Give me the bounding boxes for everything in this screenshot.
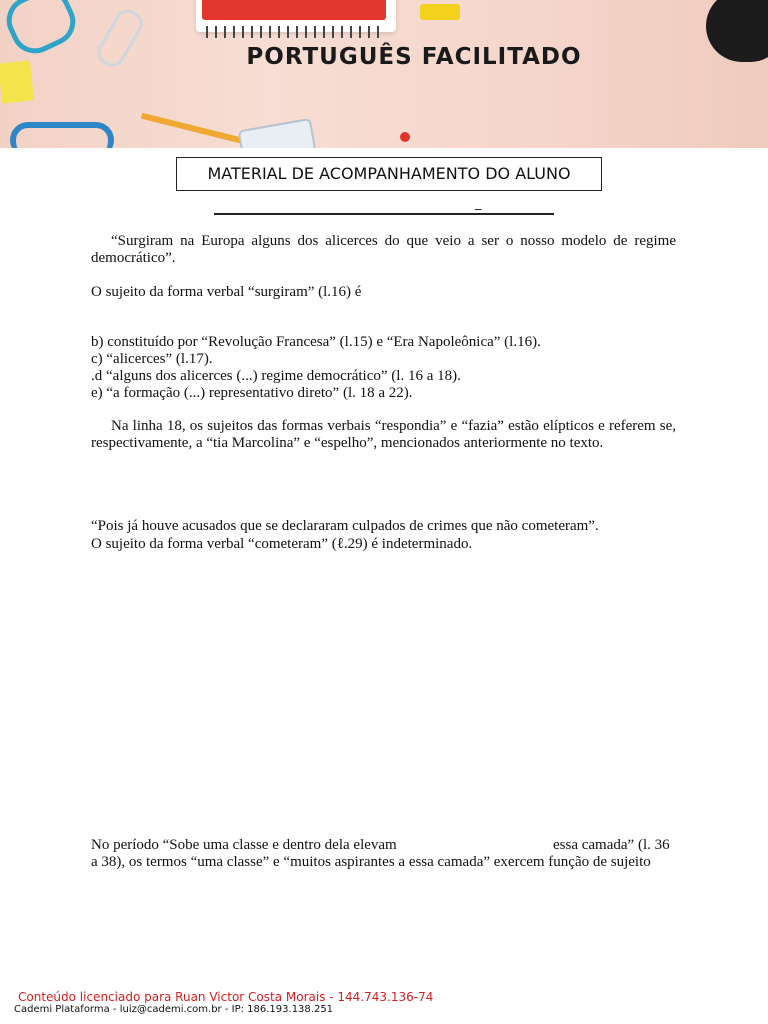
material-title-box: MATERIAL DE ACOMPANHAMENTO DO ALUNO bbox=[176, 157, 602, 191]
platform-notice: Cademi Plataforma - luiz@cademi.com.br - IP: 186.193.138.251 bbox=[14, 1004, 334, 1015]
statement-cometeram: O sujeito da forma verbal “cometeram” (ℓ.29) é indeterminado. bbox=[91, 536, 473, 552]
paragraph-linha-18: Na linha 18, os sujeitos das formas verbais “respondia” e “fazia” estão elípticos e referem se, respectivamente, a “tia Marcolina” e “espelho”, mencionados anteriormente no texto. bbox=[91, 418, 676, 451]
stapler-icon bbox=[238, 118, 317, 148]
quote-cometeram: “Pois já houve acusados que se declararam culpados de crimes que não cometeram”. bbox=[91, 518, 599, 534]
option-b: b) constituído por “Revolução Francesa” (l.15) e “Era Napoleônica” (l.16). bbox=[91, 334, 541, 350]
option-c: c) “alicerces” (l.17). bbox=[91, 351, 213, 367]
banner-title: PORTUGUÊS FACILITADO bbox=[246, 44, 582, 70]
quote-surgiram: “Surgiram na Europa alguns dos alicerces do que veio a ser o nosso modelo de regime democrático”. bbox=[91, 233, 676, 266]
underline-mark: _ bbox=[475, 196, 482, 211]
header-banner bbox=[0, 0, 768, 148]
pencil-icon bbox=[141, 113, 249, 145]
binder-clip-icon bbox=[420, 4, 460, 20]
notebook-rings bbox=[206, 26, 386, 38]
option-e: e) “a formação (...) representativo direto” (l. 18 a 22). bbox=[91, 385, 413, 401]
question-surgiram: O sujeito da forma verbal “surgiram” (l.16) é bbox=[91, 284, 362, 300]
paragraph-periodo-line1b: essa camada” (l. 36 bbox=[553, 837, 670, 853]
pin-icon bbox=[400, 132, 410, 142]
name-underline bbox=[214, 213, 554, 215]
license-notice: Conteúdo licenciado para Ruan Victor Costa Morais - 144.743.136-74 bbox=[18, 990, 434, 1004]
scissors-icon bbox=[10, 122, 114, 148]
option-d: .d “alguns dos alicerces (...) regime democrático” (l. 16 a 18). bbox=[91, 368, 461, 384]
paragraph-periodo-line1a: No período “Sobe uma classe e dentro dela elevam bbox=[91, 837, 397, 853]
paragraph-periodo-line2: a 38), os termos “uma classe” e “muitos aspirantes a essa camada” exercem função de sujeito bbox=[91, 854, 651, 870]
